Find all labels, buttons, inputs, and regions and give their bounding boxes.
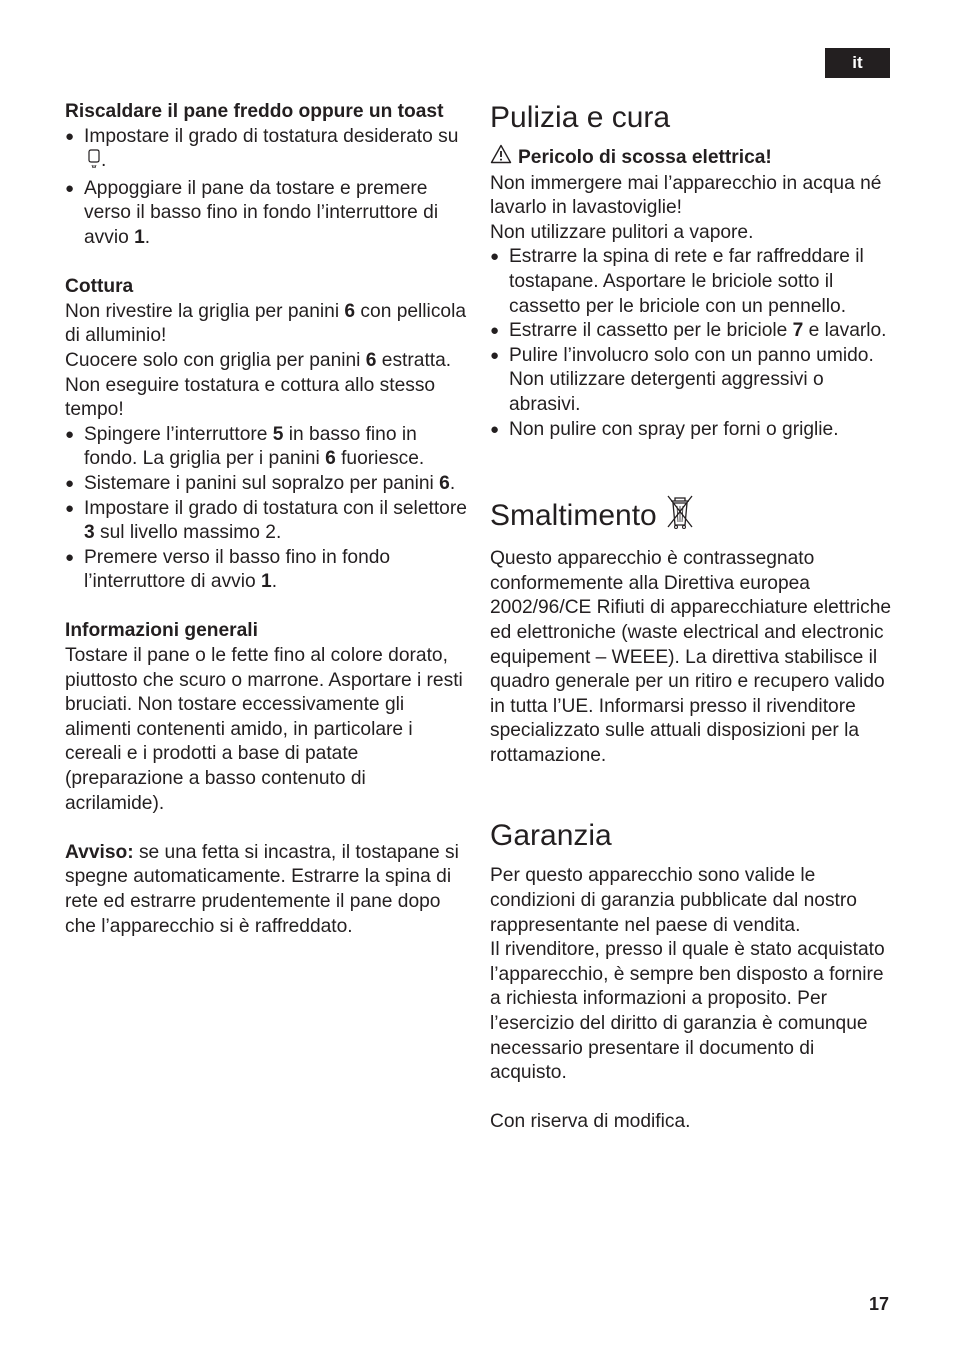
reheat-heading: Riscaldare il pane freddo oppure un toast bbox=[65, 101, 444, 122]
pulizia-paragraph: Non immergere mai l’apparecchio in acqua né lavarlo in lavastoviglie! bbox=[490, 172, 882, 219]
notice-paragraph: Avviso: se una fetta si incastra, il tostapane si spegne automaticamente. Estrarre la spina di rete ed estrarre prudentemente il pane dopo che l’apparecchio si è raffreddato. bbox=[65, 841, 459, 937]
left-column bbox=[65, 100, 470, 939]
list-item: ● Appoggiare il pane da tostare e premere verso il basso fino in fondo l’interruttore di avvio 1. bbox=[65, 177, 470, 251]
garanzia-paragraph: Per questo apparecchio sono valide le condizioni di garanzia pubblicate dal nostro rappresentante nel paese di vendita. bbox=[490, 865, 857, 936]
reheat-list bbox=[65, 125, 470, 251]
list-item: ● Estrarre il cassetto per le briciole 7 e lavarlo. bbox=[490, 319, 895, 344]
cottura-list bbox=[65, 423, 470, 595]
pulizia-heading: Pulizia e cura bbox=[490, 101, 671, 134]
cottura-paragraph: Cuocere solo con griglia per panini 6 estratta. bbox=[65, 349, 452, 371]
list-item: ● Sistemare i panini sul sopralzo per panini 6. bbox=[65, 472, 470, 497]
cottura-heading: Cottura bbox=[65, 276, 134, 298]
cottura-paragraph: Non rivestire la griglia per panini 6 con pellicola di alluminio! bbox=[65, 300, 467, 347]
language-badge: it bbox=[825, 48, 890, 78]
list-item: ● Estrarre la spina di rete e far raffreddare il tostapane. Asportare le briciole sotto il cassetto per le briciole con un pennello. bbox=[490, 245, 895, 319]
garanzia-paragraph: Il rivenditore, presso il quale è stato acquistato l’apparecchio, è sempre ben disposto a fornire a richiesta informazioni a proposito. Per l’esercizio del diritto di garanzia è comunque necessario presentare il documento di acquisto. bbox=[490, 939, 885, 1084]
pulizia-paragraph: Non utilizzare pulitori a vapore. bbox=[490, 221, 754, 243]
weee-crossed-bin-icon bbox=[665, 492, 695, 539]
list-item: ● Pulire l’involucro solo con un panno umido. Non utilizzare detergenti aggressivi o abrasivi. bbox=[490, 344, 895, 418]
cottura-paragraph: Non eseguire tostatura e cottura allo stesso tempo! bbox=[65, 374, 436, 421]
garanzia-heading: Garanzia bbox=[490, 819, 612, 853]
toast-level-icon bbox=[87, 149, 101, 177]
garanzia-note: Con riserva di modifica. bbox=[490, 1111, 691, 1133]
list-item: ● Impostare il grado di tostatura desiderato su. bbox=[65, 125, 470, 177]
smaltimento-paragraph: Questo apparecchio è contrassegnato conformemente alla Direttiva europea 2002/96/CE Rifiuti di apparecchiature elettriche ed elettroniche (waste electrical and electronic equipement – WEEE). La direttiva stabilisce il quadro generale per un ritiro e recupero valido in tutta l’UE. Informarsi presso il rivenditore specializzato sulle attuali disposizioni per la rottamazione. bbox=[490, 548, 892, 766]
page-number: 17 bbox=[868, 1294, 889, 1314]
pulizia-list bbox=[490, 245, 895, 442]
smaltimento-heading: Smaltimento bbox=[490, 492, 895, 539]
list-item: ● Non pulire con spray per forni o griglie. bbox=[490, 418, 895, 443]
list-item: ● Spingere l’interruttore 5 in basso fino in fondo. La griglia per i panini 6 fuoriesce. bbox=[65, 423, 470, 472]
list-item: ● Premere verso il basso fino in fondo l’interruttore di avvio 1. bbox=[65, 546, 470, 595]
list-item: ● Impostare il grado di tostatura con il selettore 3 sul livello massimo 2. bbox=[65, 497, 470, 546]
info-paragraph: Tostare il pane o le fette fino al colore dorato, piuttosto che scuro o marrone. Asportare i resti bruciati. Non tostare eccessivamente gli alimenti contenenti amido, in particolare i cereali e i prodotti a base di patate (preparazione a basso contenuto di acrilamide). bbox=[65, 645, 463, 814]
warning-triangle-icon bbox=[490, 144, 518, 172]
info-heading: Informazioni generali bbox=[65, 620, 258, 642]
warning-line: Pericolo di scossa elettrica! bbox=[490, 144, 895, 172]
right-column bbox=[490, 100, 895, 1135]
